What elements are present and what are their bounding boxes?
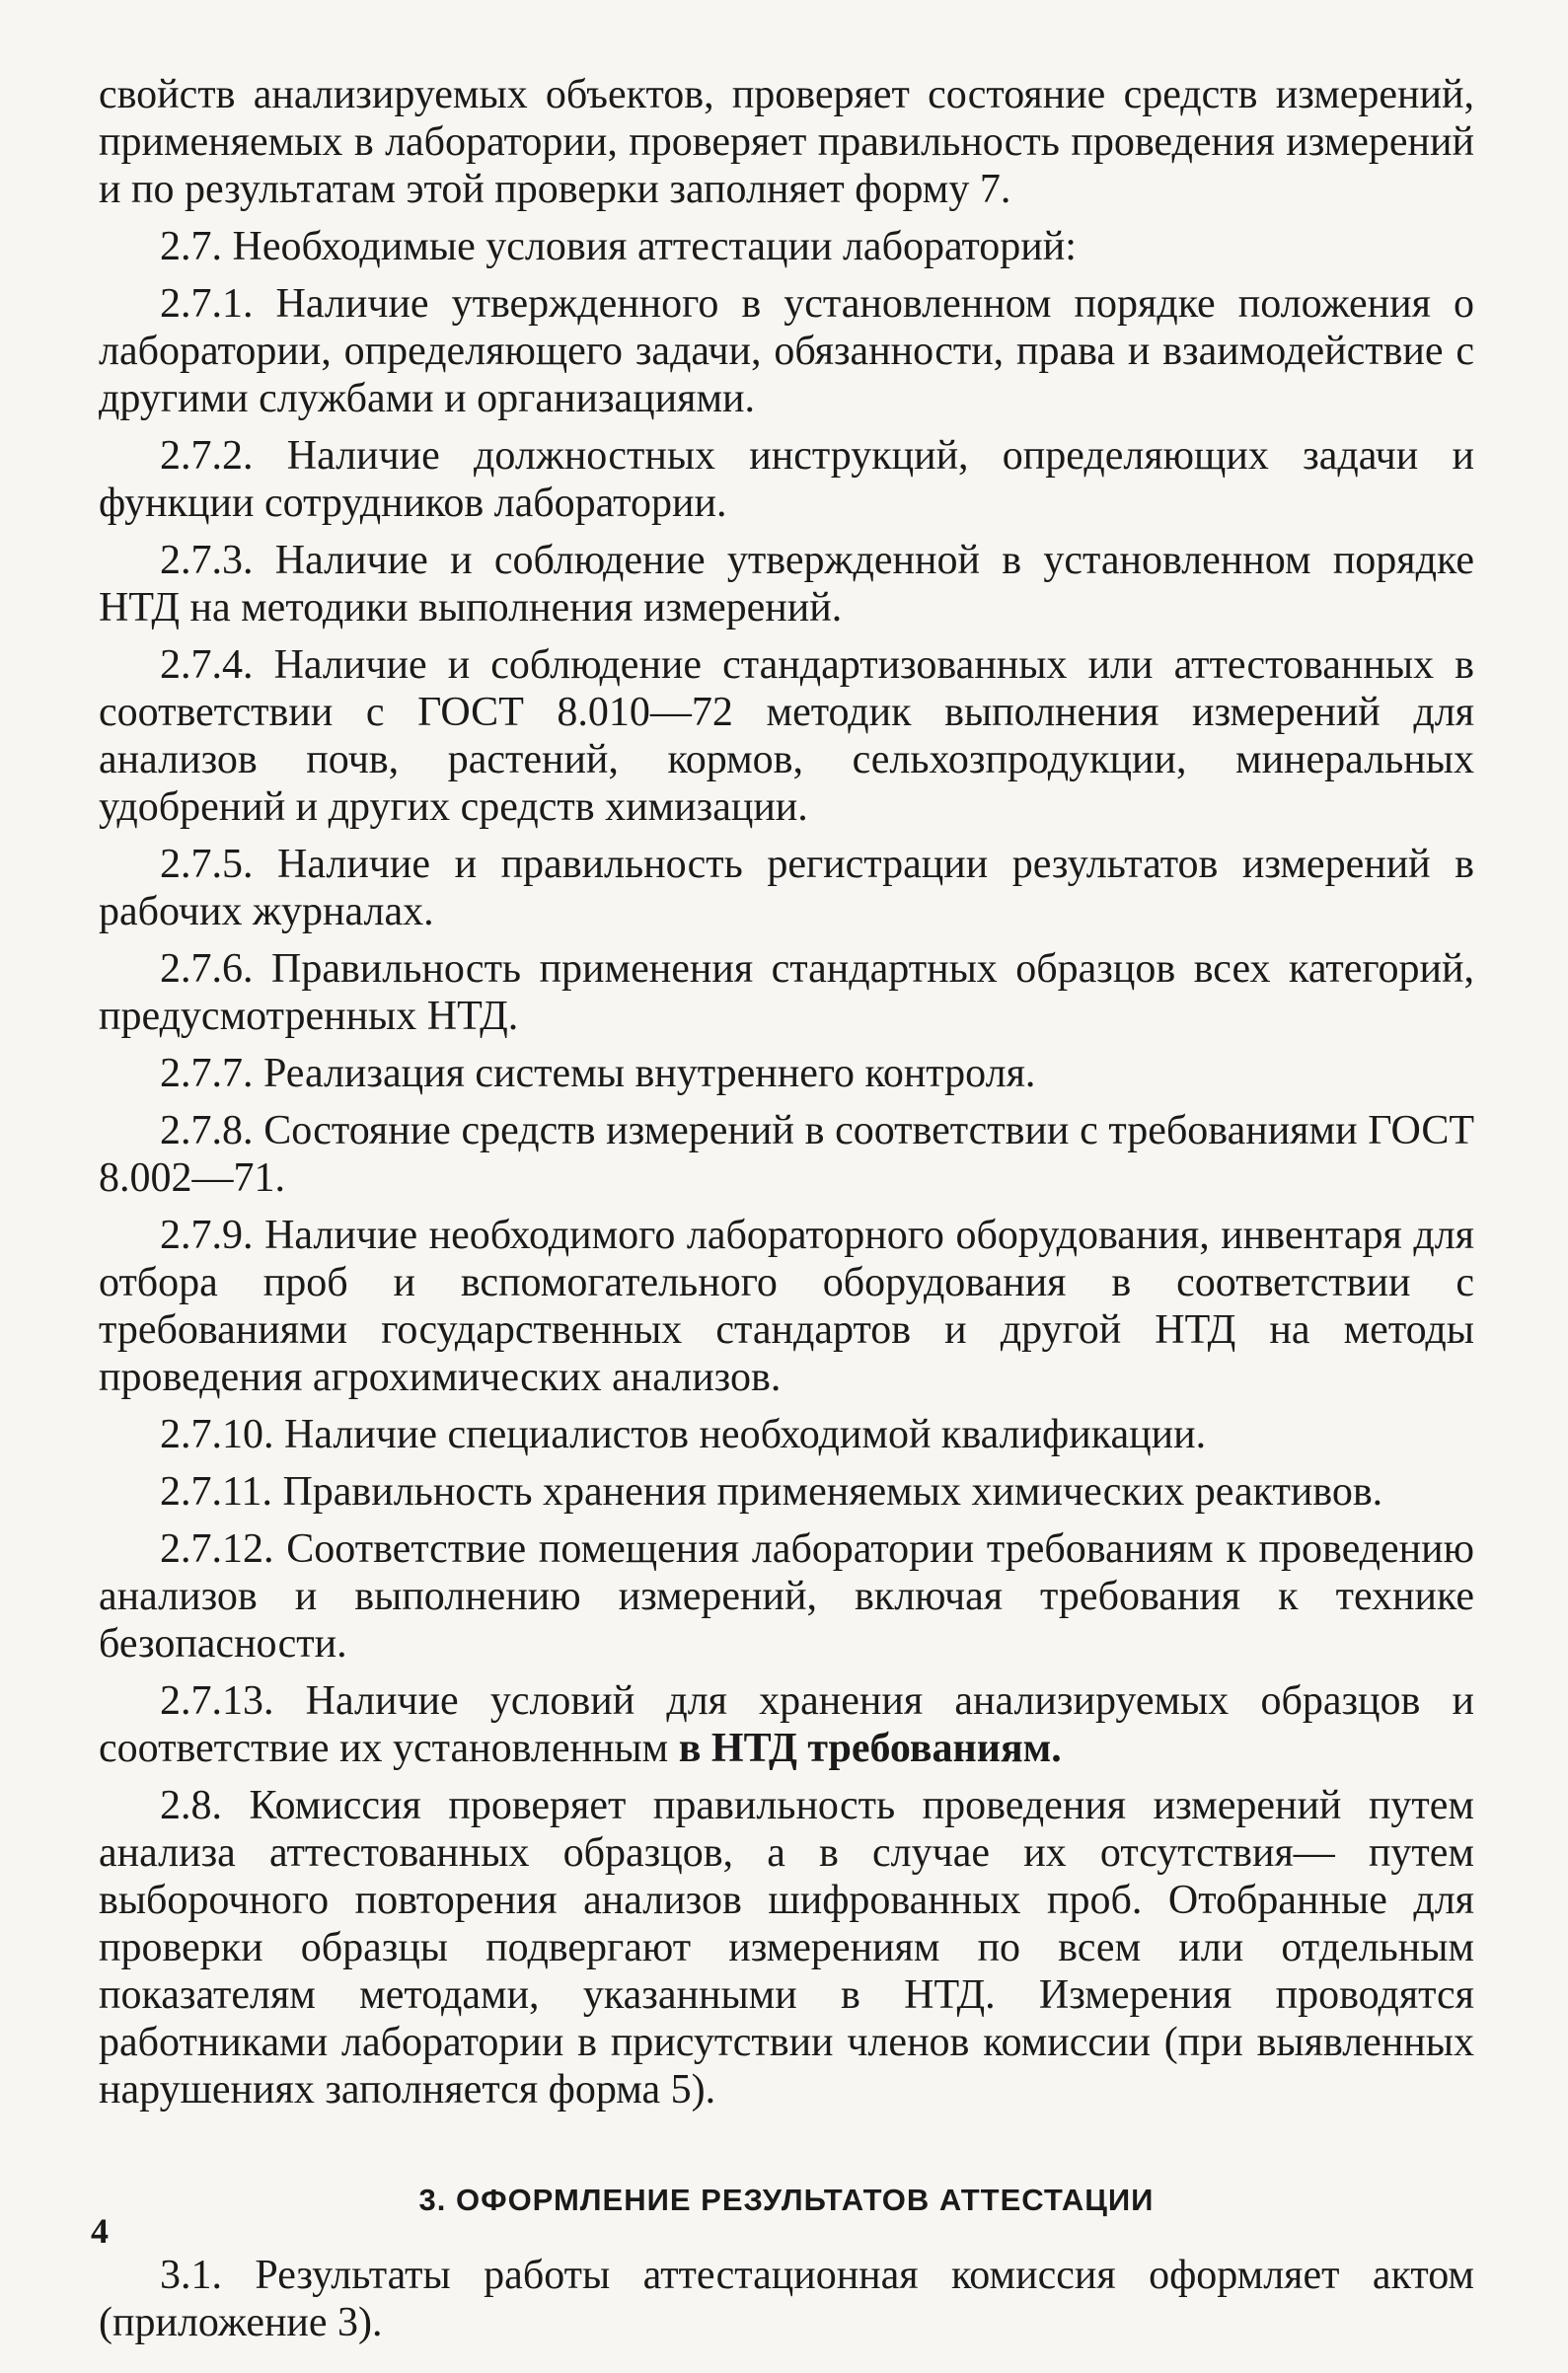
paragraph-2-7-8: 2.7.8. Состояние средств измерений в соответствии с требованиями ГОСТ 8.002—71. bbox=[99, 1108, 1474, 1201]
paragraph-2-7-9: 2.7.9. Наличие необходимого лабораторного оборудования, инвентаря для отбора проб и вспомогательного оборудования в соответствии с требованиями государственных стандартов и другой НТД на методы проведения агрохимических анализов. bbox=[99, 1213, 1474, 1400]
paragraph-2-7-5: 2.7.5. Наличие и правильность регистрации результатов измерений в рабочих журналах. bbox=[99, 842, 1474, 934]
paragraph-3-1: 3.1. Результаты работы аттестационная комиссия оформляет актом (приложение 3). bbox=[99, 2253, 1474, 2345]
paragraph-2-8: 2.8. Комиссия проверяет правильность проведения измерений путем анализа аттестованных образцов, а в случае их отсутствия— путем выборочного повторения анализов шифрованных проб. Отобранные для проверки образцы подвергают измерениям по всем или отдельным показателям методами, указанными в НТД. Измерения проводятся работниками лаборатории в присутствии членов комиссии (при выявленных нарушениях заполняется форма 5). bbox=[99, 1783, 1474, 2113]
paragraph-2-7-4: 2.7.4. Наличие и соблюдение стандартизованных или аттестованных в соответствии с ГОСТ 8.010—72 методик выполнения измерений для анализов почв, растений, кормов, сельхозпродукции, минеральных удобрений и других средств химизации. bbox=[99, 642, 1474, 830]
paragraph-2-7-10: 2.7.10. Наличие специалистов необходимой квалификации. bbox=[160, 1412, 1207, 1457]
paragraph-2-7-12: 2.7.12. Соответствие помещения лаборатории требованиям к проведению анализов и выполнению измерений, включая требования к технике безопасности. bbox=[99, 1526, 1474, 1667]
paragraph-2-7-11: 2.7.11. Правильность хранения применяемых химических реактивов. bbox=[160, 1469, 1383, 1515]
paragraph-2-7-13-text: 2.7.13. Наличие условий для хранения анализируемых образцов и соответствие их установленным bbox=[99, 1678, 1474, 1771]
paragraph-2-7-2: 2.7.2. Наличие должностных инструкций, определяющих задачи и функции сотрудников лаборатории. bbox=[99, 433, 1474, 526]
paragraph-2-7-13-bold-text: в НТД требованиям. bbox=[678, 1726, 1062, 1771]
section-title-3: 3. ОФОРМЛЕНИЕ РЕЗУЛЬТАТОВ АТТЕСТАЦИИ bbox=[418, 2183, 1155, 2217]
paragraph-continuation: свойств анализируемых объектов, проверяет состояние средств измерений, применяемых в лаборатории, проверяет правильность проведения измерений и по результатам этой проверки заполняет форму 7. bbox=[99, 72, 1474, 212]
body-text bbox=[99, 71, 1474, 2356]
paragraph-2-7: 2.7. Необходимые условия аттестации лабораторий: bbox=[160, 224, 1077, 269]
paragraph-2-7-13 bbox=[99, 1677, 1474, 1772]
paragraph-2-7-1: 2.7.1. Наличие утвержденного в установленном порядке положения о лаборатории, определяющего задачи, обязанности, права и взаимодействие с другими службами и организациями. bbox=[99, 281, 1474, 421]
paragraph-2-7-6: 2.7.6. Правильность применения стандартных образцов всех категорий, предусмотренных НТД. bbox=[99, 946, 1474, 1039]
paragraph-2-7-7: 2.7.7. Реализация системы внутреннего контроля. bbox=[160, 1051, 1036, 1096]
page-number: 4 bbox=[91, 2211, 109, 2251]
paragraph-2-7-3: 2.7.3. Наличие и соблюдение утвержденной в установленном порядке НТД на методики выполнения измерений. bbox=[99, 538, 1474, 630]
